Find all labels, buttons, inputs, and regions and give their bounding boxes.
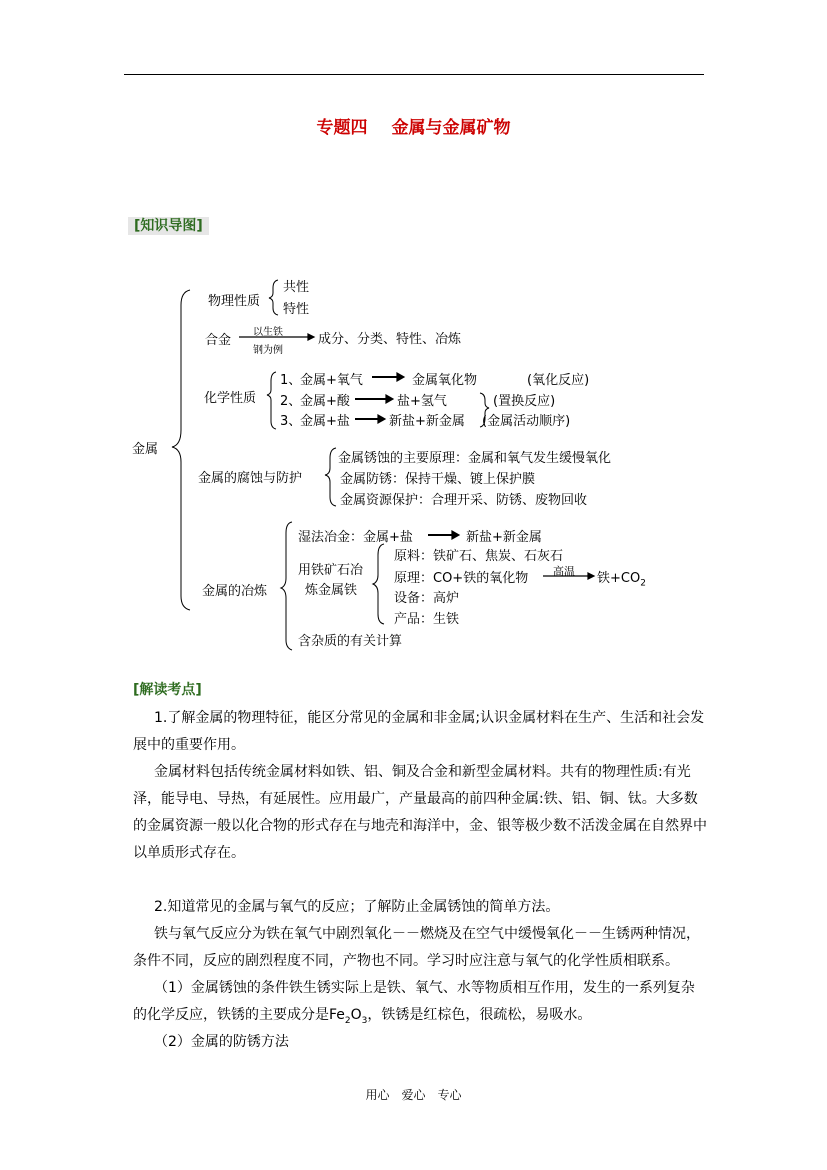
iron-principle-left: 原理：CO+铁的氧化物 [394,571,529,586]
chemical-brace [267,372,276,429]
iron-principle-right-sub: 2 [640,578,646,589]
chem-right-1: 金属氧化物 [412,373,478,388]
chem-right-3: 新盐+新金属 [389,414,465,429]
paragraph-5-b: ，铁锈是红棕色，很疏松，易吸水。 [367,1007,592,1023]
paragraph-5-mid: O [350,1007,362,1023]
iron-principle-right-text: 铁+CO [597,571,641,586]
section-map-label-text: [知识导图] [128,217,209,235]
chem-note-3: (金属活动顺序) [482,414,571,429]
chem-note-2: (置换反应) [493,394,556,409]
title-part1: 专题四 [316,118,368,138]
paragraph-5-a: （1）金属锈蚀的条件铁生锈实际上是铁、氧气、水等物质相互作用，发生的一系列复杂的化学反应，铁锈的主要成分是Fe [133,980,695,1023]
smelting-label: 金属的冶炼 [202,584,268,599]
physical-item-2: 特性 [283,302,310,317]
iron-product: 产品：生铁 [394,612,460,627]
iron-principle-right [597,567,646,589]
corrosion-item-1: 金属锈蚀的主要原理：金属和氧气发生缓慢氧化 [338,451,612,466]
chem-left-2: 金属+酸 [300,394,350,409]
paragraph-3: 2.知道常见的金属与氧气的反应；了解防止金属锈蚀的简单方法。 [154,899,560,915]
wet-left: 湿法冶金：金属+盐 [298,530,413,545]
chemical-label: 化学性质 [204,391,257,406]
corrosion-brace [325,448,336,506]
paragraph-6: （2）金属的防锈方法 [154,1034,289,1050]
physical-brace [269,280,278,315]
impurity-calc: 含杂质的有关计算 [298,634,403,649]
footer-item-3: 专心 [437,1088,462,1102]
chem-left-3: 金属+盐 [300,414,350,429]
paragraph-1: 1.了解金属的物理特征，能区分常见的金属和非金属;认识金属材料在生产、生活和社会发展中的重要作用。 [133,710,705,753]
root-brace [172,290,190,610]
chem-num-3: 3、 [280,414,302,429]
alloy-result: 成分、分类、特性、冶炼 [318,332,462,347]
mindmap-root: 金属 [132,442,159,457]
paragraph-2: 金属材料包括传统金属材料如铁、铝、铜及合金和新型金属材料。共有的物理性质:有光泽，能导电、导热，有延展性。应用最广，产量最高的前四种金属:铁、铝、铜、钛。大多数的金属资源一般以化合物的形式存在与地壳和海洋中，金、银等极少数不活泼金属在自然界中以单质形式存在。 [133,764,707,861]
chem-note-1: (氧化反应) [527,373,590,388]
iron-raw: 原料：铁矿石、焦炭、石灰石 [394,549,564,564]
alloy-arrow-bottom: 钢为例 [253,345,283,356]
page-footer [0,1086,827,1103]
alloy-arrow-top: 以生铁 [253,327,283,338]
iron-label-1: 用铁矿石冶 [298,563,364,578]
corrosion-item-3: 金属资源保护：合理开采、防锈、废物回收 [340,493,588,508]
wet-right: 新盐+新金属 [466,530,542,545]
chem-right-2: 盐+氢气 [397,394,447,409]
footer-item-1: 用心 [365,1088,390,1102]
corrosion-item-2: 金属防锈：保持干燥、镀上保护膜 [340,472,536,487]
iron-brace [373,544,384,624]
paragraph-5-sub1: 2 [344,1015,351,1026]
chem-left-1: 金属+氧气 [300,373,363,388]
chem-num-2: 2、 [280,394,302,409]
iron-label-2: 炼金属铁 [305,583,358,598]
alloy-label: 合金 [205,333,232,348]
title-part2: 金属与金属矿物 [391,118,511,138]
paragraph-5-sub2: 3 [361,1015,368,1026]
footer-item-2: 爱心 [401,1088,426,1102]
paragraph-5 [133,975,708,1035]
smelting-brace [281,522,292,650]
iron-equipment: 设备：高炉 [394,591,460,606]
paragraph-4: 铁与氧气反应分为铁在氧气中剧烈氧化－－燃烧及在空气中缓慢氧化－－生锈两种情况，条件不同，反应的剧烈程度不同，产物也不同。学习时应注意与氧气的化学性质相联系。 [133,926,700,969]
iron-principle-cond: 高温 [553,565,575,578]
chem-num-1: 1、 [280,373,302,388]
physical-item-1: 共性 [283,280,310,295]
section-points-label: [解读考点] [133,682,202,698]
corrosion-label: 金属的腐蚀与防护 [198,471,303,486]
physical-label: 物理性质 [208,294,261,309]
